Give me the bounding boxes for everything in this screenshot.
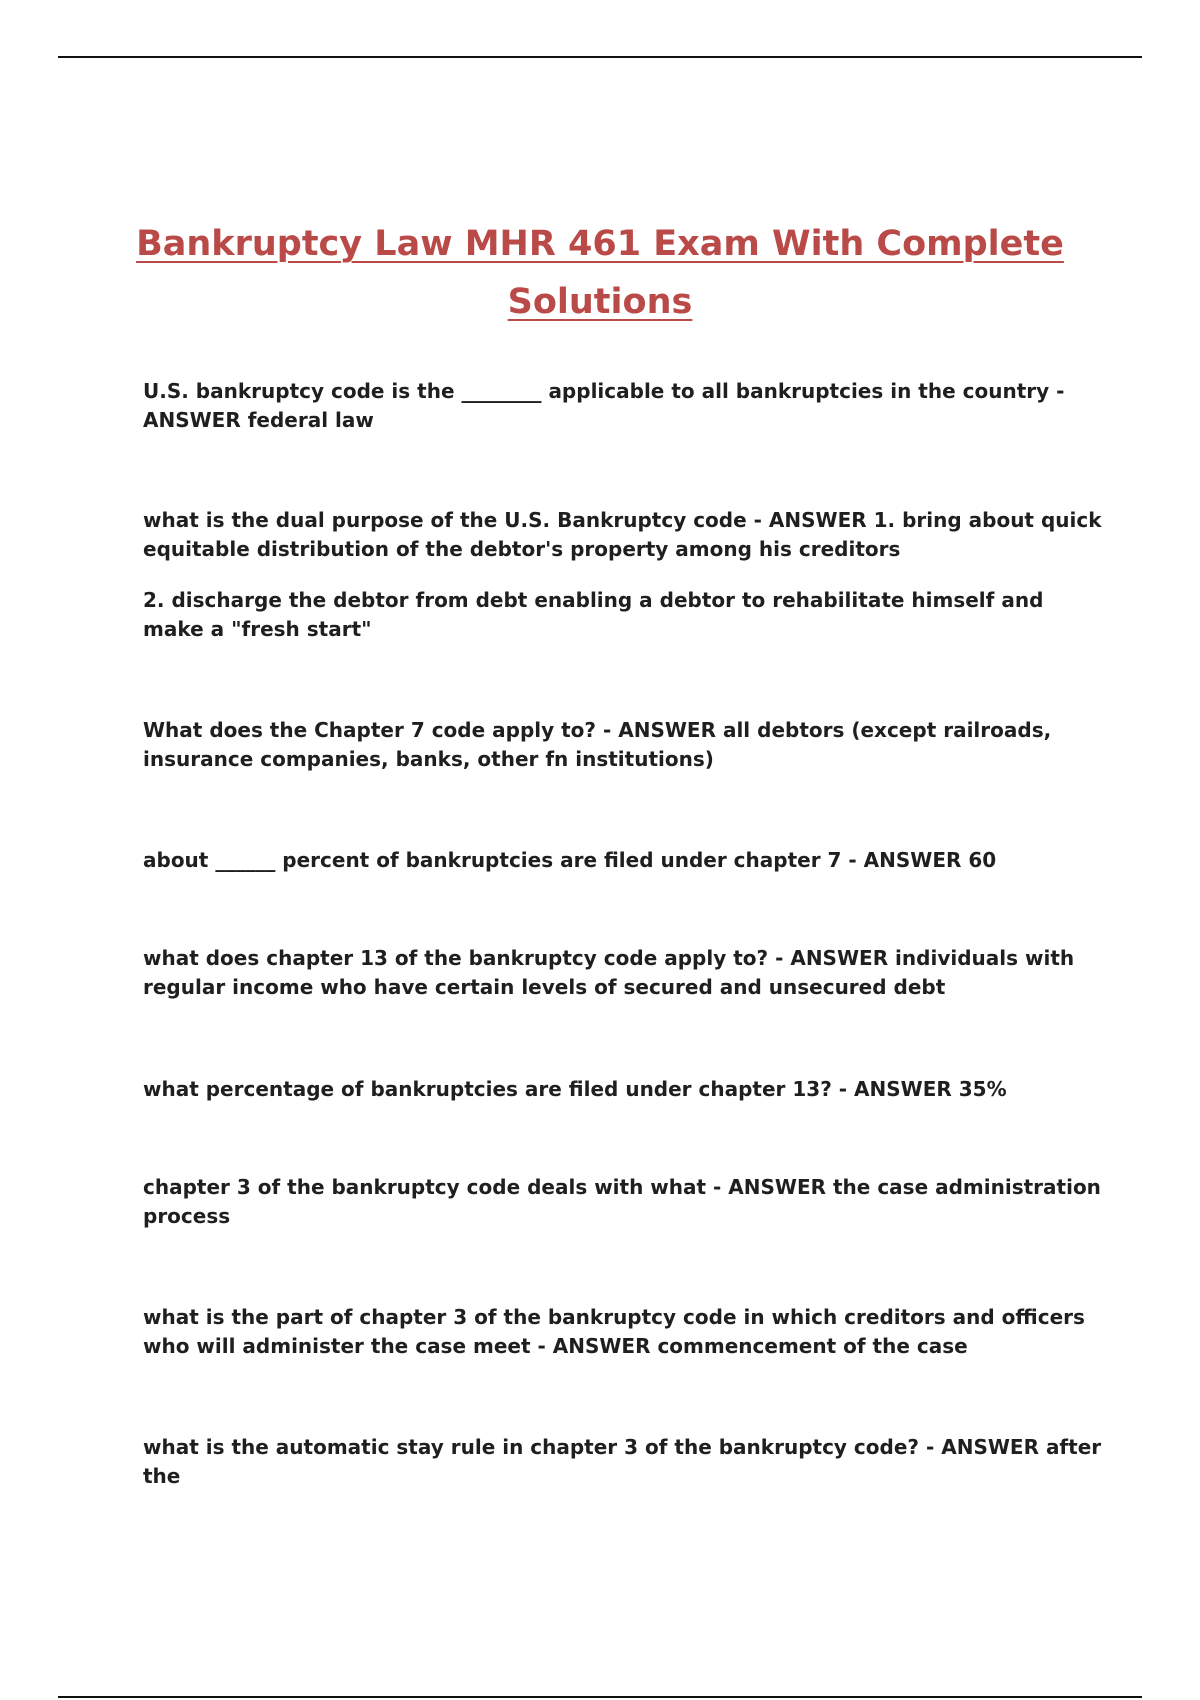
qa-item-9: what is the automatic stay rule in chapter 3 of the bankruptcy code? - ANSWER after the [143, 1435, 1102, 1488]
qa-item-2-continued: 2. discharge the debtor from debt enabling a debtor to rehabilitate himself and make a "fresh start" [143, 588, 1044, 641]
qa-item-6: what percentage of bankruptcies are filed under chapter 13? - ANSWER 35% [143, 1077, 1007, 1101]
qa-item-7: chapter 3 of the bankruptcy code deals with what - ANSWER the case administration process [143, 1175, 1101, 1228]
qa-item-2: what is the dual purpose of the U.S. Bankruptcy code - ANSWER 1. bring about quick equitable distribution of the debtor's property among his creditors [143, 508, 1102, 561]
qa-item-5: what does chapter 13 of the bankruptcy code apply to? - ANSWER individuals with regular income who have certain levels of secured and unsecured debt [143, 946, 1075, 999]
title-line-2: Solutions [507, 282, 693, 323]
qa-item-8: what is the part of chapter 3 of the bankruptcy code in which creditors and officers who will administer the case meet - ANSWER commencement of the case [143, 1305, 1085, 1358]
qa-item-1: U.S. bankruptcy code is the ________ applicable to all bankruptcies in the country - ANSWER federal law [143, 379, 1065, 432]
qa-item-3: What does the Chapter 7 code apply to? - ANSWER all debtors (except railroads, insurance companies, banks, other fn institutions) [143, 718, 1052, 771]
bottom-rule [58, 1696, 1142, 1698]
top-rule [58, 56, 1142, 58]
qa-item-4: about ______ percent of bankruptcies are filed under chapter 7 - ANSWER 60 [143, 848, 997, 872]
document-title [100, 215, 1100, 331]
title-line-1: Bankruptcy Law MHR 461 Exam With Complete [136, 224, 1064, 265]
